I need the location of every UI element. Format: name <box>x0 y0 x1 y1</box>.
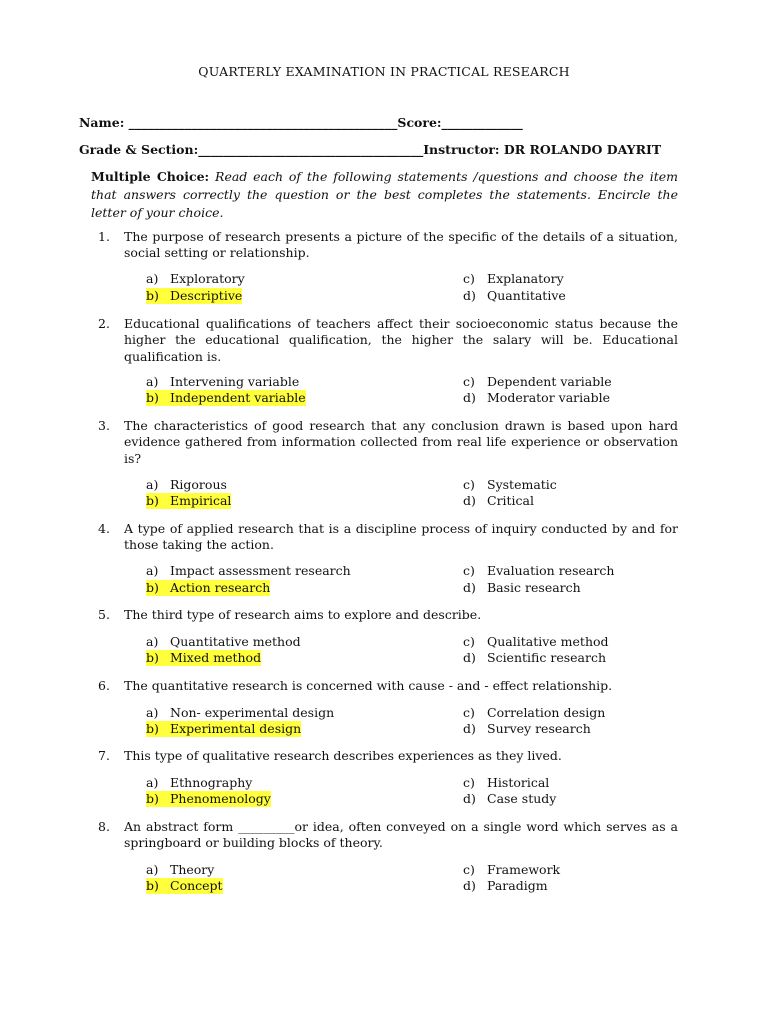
question-2 <box>98 316 678 365</box>
option-text: Mixed method <box>170 650 262 665</box>
question-text: The purpose of research presents a picture of the specific of the details of a situation, social setting or relationship. <box>124 229 678 261</box>
option-d[interactable] <box>463 650 606 666</box>
option-text: Quantitative <box>487 288 566 303</box>
option-text: Moderator variable <box>487 390 610 405</box>
option-text: Rigorous <box>170 477 227 492</box>
option-text: Empirical <box>170 493 232 508</box>
question-number: 8. <box>98 819 110 834</box>
question-number: 2. <box>98 316 110 331</box>
question-text: An abstract form _________or idea, often conveyed on a single word which serves as a springboard or building blocks of theory. <box>124 819 678 851</box>
question-5 <box>98 607 678 623</box>
option-b-answer[interactable] <box>146 791 271 807</box>
option-d[interactable] <box>463 791 556 807</box>
option-c[interactable] <box>463 563 614 579</box>
option-letter: b) <box>146 878 159 893</box>
option-letter: c) <box>463 477 475 492</box>
option-text: Historical <box>487 775 550 790</box>
option-text: Experimental design <box>170 721 302 736</box>
option-letter: a) <box>146 862 159 877</box>
exam-title: QUARTERLY EXAMINATION IN PRACTICAL RESEARCH <box>198 64 570 79</box>
question-4 <box>98 521 678 554</box>
question-text: The quantitative research is concerned with cause - and - effect relationship. <box>124 678 613 693</box>
question-text: Educational qualifications of teachers affect their socioeconomic status because the higher the educational qualification, the higher the salary will be. Educational qualification is. <box>124 316 678 364</box>
option-letter: d) <box>463 878 476 893</box>
option-letter: b) <box>146 791 159 806</box>
option-a[interactable] <box>146 634 301 650</box>
option-letter: c) <box>463 634 475 649</box>
option-a[interactable] <box>146 374 299 390</box>
option-text: Framework <box>487 862 561 877</box>
option-c[interactable] <box>463 775 549 791</box>
instructions-text: Read each of the following statements /questions and choose the item that answers correctly the question or the best completes the statements. Encircle the letter of your choice. <box>91 169 678 220</box>
option-letter: b) <box>146 390 159 405</box>
name-score-line: Name: ___________________________________________Score:_____________ <box>79 115 523 130</box>
question-3 <box>98 418 678 467</box>
question-8 <box>98 819 678 852</box>
option-b-answer[interactable] <box>146 580 270 596</box>
grade-instructor-line: Grade & Section:____________________________________Instructor: DR ROLANDO DAYRIT <box>79 142 662 157</box>
option-letter: d) <box>463 721 476 736</box>
option-text: Paradigm <box>487 878 548 893</box>
option-letter: d) <box>463 791 476 806</box>
option-text: Case study <box>487 791 557 806</box>
option-c[interactable] <box>463 271 564 287</box>
option-letter: a) <box>146 705 159 720</box>
option-b-answer[interactable] <box>146 878 223 894</box>
option-text: Ethnography <box>170 775 253 790</box>
option-letter: a) <box>146 634 159 649</box>
option-text: Exploratory <box>170 271 245 286</box>
question-7 <box>98 748 678 764</box>
option-a[interactable] <box>146 775 252 791</box>
option-letter: a) <box>146 477 159 492</box>
option-d[interactable] <box>463 390 610 406</box>
question-number: 5. <box>98 607 110 622</box>
option-text: Survey research <box>487 721 591 736</box>
option-d[interactable] <box>463 721 591 737</box>
option-letter: d) <box>463 288 476 303</box>
option-text: Concept <box>170 878 223 893</box>
question-text: This type of qualitative research describes experiences as they lived. <box>124 748 562 763</box>
option-letter: d) <box>463 580 476 595</box>
option-text: Impact assessment research <box>170 563 351 578</box>
option-letter: c) <box>463 775 475 790</box>
option-b-answer[interactable] <box>146 721 301 737</box>
option-letter: a) <box>146 775 159 790</box>
option-c[interactable] <box>463 374 612 390</box>
option-letter: c) <box>463 271 475 286</box>
question-number: 4. <box>98 521 110 536</box>
option-letter: a) <box>146 563 159 578</box>
option-a[interactable] <box>146 477 227 493</box>
option-text: Theory <box>170 862 215 877</box>
option-letter: a) <box>146 271 159 286</box>
option-text: Action research <box>170 580 271 595</box>
question-number: 7. <box>98 748 110 763</box>
option-letter: b) <box>146 493 159 508</box>
option-text: Quantitative method <box>170 634 301 649</box>
question-1 <box>98 229 678 262</box>
question-number: 6. <box>98 678 110 693</box>
option-letter: d) <box>463 390 476 405</box>
option-b-answer[interactable] <box>146 288 242 304</box>
option-text: Dependent variable <box>487 374 612 389</box>
option-d[interactable] <box>463 580 581 596</box>
option-c[interactable] <box>463 705 605 721</box>
option-text: Correlation design <box>487 705 606 720</box>
option-d[interactable] <box>463 878 548 894</box>
option-letter: b) <box>146 721 159 736</box>
option-text: Scientific research <box>487 650 607 665</box>
question-number: 3. <box>98 418 110 433</box>
question-text: A type of applied research that is a discipline process of inquiry conducted by and for those taking the action. <box>124 521 678 553</box>
option-text: Descriptive <box>170 288 243 303</box>
option-letter: a) <box>146 374 159 389</box>
option-text: Systematic <box>487 477 557 492</box>
option-letter: c) <box>463 374 475 389</box>
question-number: 1. <box>98 229 110 244</box>
question-6 <box>98 678 678 694</box>
option-c[interactable] <box>463 477 557 493</box>
instructions-label: Multiple Choice: <box>91 169 210 184</box>
option-text: Independent variable <box>170 390 306 405</box>
question-text: The third type of research aims to explore and describe. <box>124 607 482 622</box>
option-text: Basic research <box>487 580 581 595</box>
option-d[interactable] <box>463 493 534 509</box>
option-letter: b) <box>146 288 159 303</box>
option-b-answer[interactable] <box>146 493 231 509</box>
question-text: The characteristics of good research that any conclusion drawn is based upon hard evidence gathered from information collected from real life experience or observation is? <box>124 418 678 466</box>
option-letter: c) <box>463 705 475 720</box>
option-b-answer[interactable] <box>146 390 306 406</box>
option-text: Critical <box>487 493 535 508</box>
option-a[interactable] <box>146 563 351 579</box>
option-text: Qualitative method <box>487 634 609 649</box>
option-a[interactable] <box>146 271 245 287</box>
option-letter: b) <box>146 580 159 595</box>
option-text: Intervening variable <box>170 374 300 389</box>
option-letter: d) <box>463 493 476 508</box>
option-letter: c) <box>463 862 475 877</box>
option-a[interactable] <box>146 705 334 721</box>
option-text: Explanatory <box>487 271 564 286</box>
option-text: Non- experimental design <box>170 705 335 720</box>
option-a[interactable] <box>146 862 214 878</box>
option-letter: d) <box>463 650 476 665</box>
option-d[interactable] <box>463 288 566 304</box>
instructions <box>91 168 678 222</box>
option-c[interactable] <box>463 862 560 878</box>
option-letter: b) <box>146 650 159 665</box>
option-text: Evaluation research <box>487 563 615 578</box>
option-b-answer[interactable] <box>146 650 261 666</box>
option-letter: c) <box>463 563 475 578</box>
option-c[interactable] <box>463 634 609 650</box>
option-text: Phenomenology <box>170 791 271 806</box>
